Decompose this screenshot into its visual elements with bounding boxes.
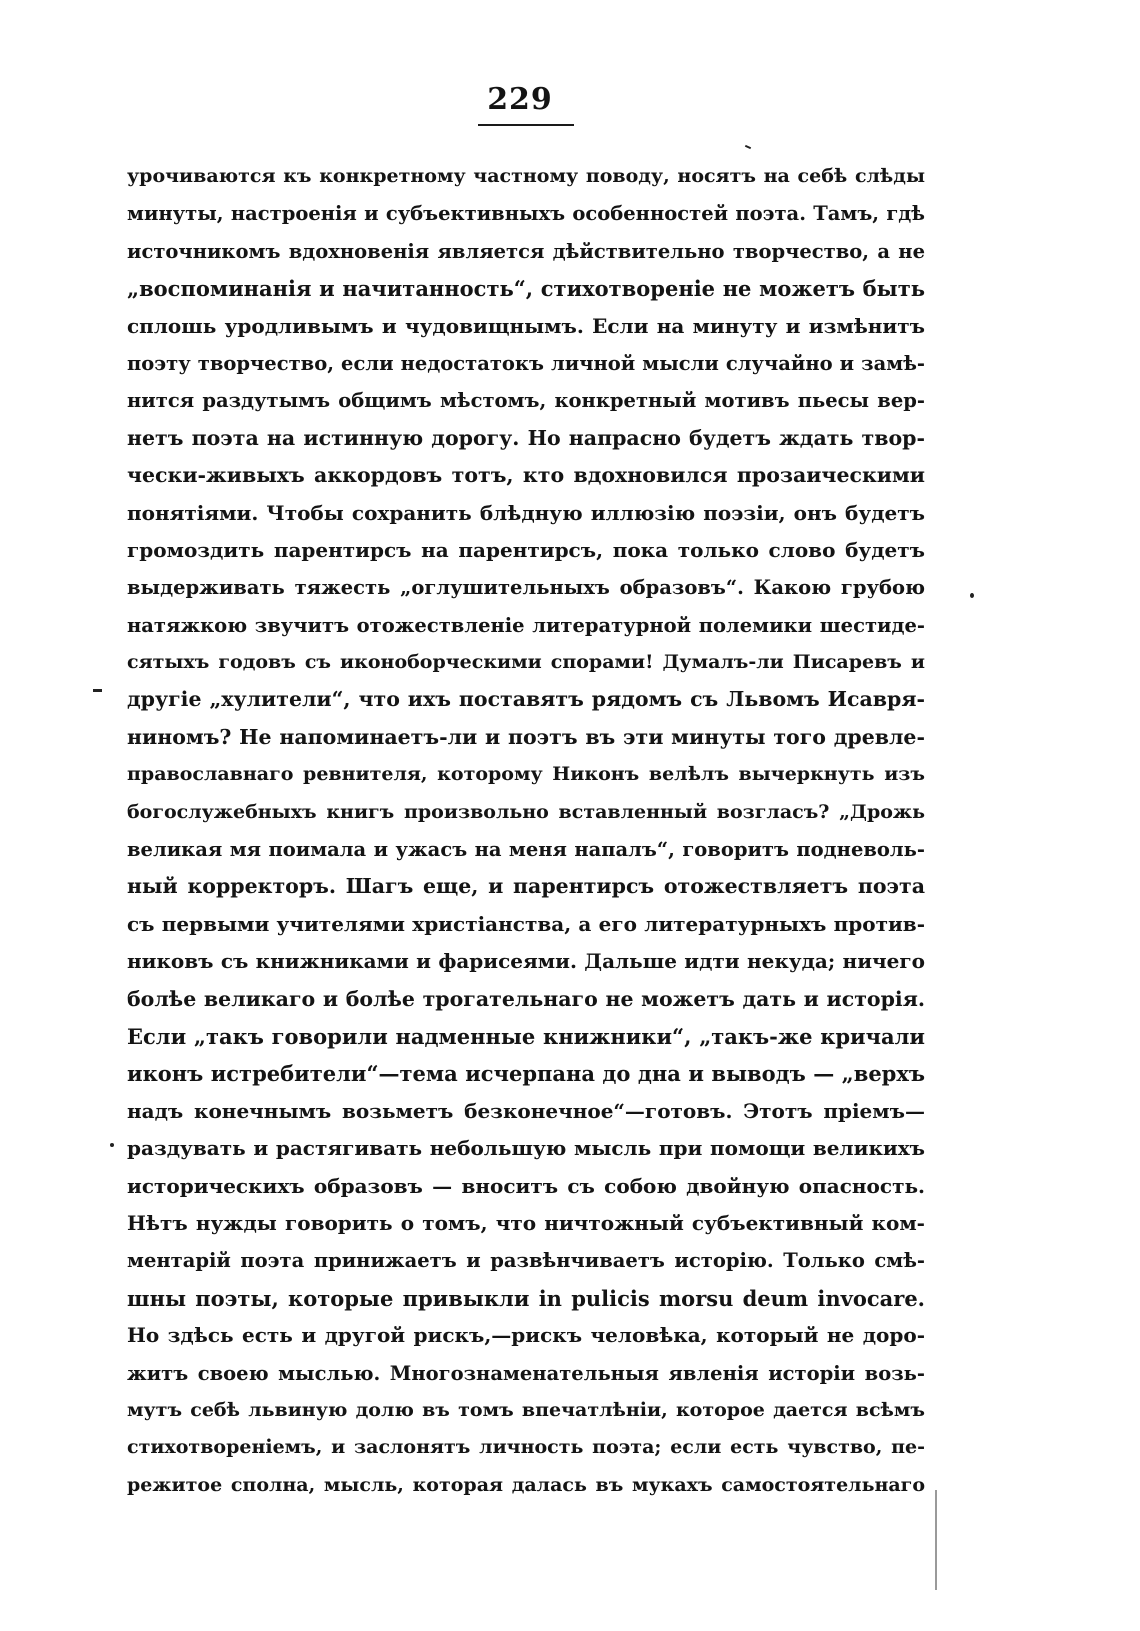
text-line: болѣе великаго и болѣе трогательнаго не можетъ дать и исторія. — [127, 986, 925, 1011]
text-line: православнаго ревнителя, которому Никонъ велѣлъ вычеркнуть изъ — [127, 763, 925, 786]
text-line: чески-живыхъ аккордовъ тотъ, кто вдохновился прозаическими — [127, 463, 925, 488]
text-line: иконъ истребители“—тема исчерпана до дна и выводъ — „верхъ — [127, 1061, 925, 1087]
text-line: историческихъ образовъ — вноситъ съ собою двойную опасность. — [127, 1173, 925, 1198]
text-line: надъ конечнымъ возьметъ безконечное“—готовъ. Этотъ пріемъ— — [127, 1098, 925, 1123]
text-line: ный корректоръ. Шагъ еще, и парентирсъ отожествляетъ поэта — [127, 874, 925, 899]
text-line: поэту творчество, если недостатокъ личной мысли случайно и замѣ- — [127, 351, 925, 375]
scan-speck-mark — [745, 145, 751, 149]
body-text — [127, 158, 925, 1504]
text-line: житъ своею мыслью. Многознаменательныя явленія исторіи возь- — [127, 1361, 925, 1385]
text-line: источникомъ вдохновенія является дѣйствительно творчество, а не — [127, 239, 925, 263]
text-line: ниномъ? Не напоминаетъ-ли и поэтъ въ эти минуты того древле- — [127, 724, 925, 749]
text-line: съ первыми учителями христіанства, а его литературныхъ против- — [127, 911, 925, 936]
scan-edge-shadow — [935, 1490, 937, 1590]
text-line: громоздить парентирсъ на парентирсъ, пока только слово будетъ — [127, 537, 925, 562]
text-line: никовъ съ книжниками и фарисеями. Дальше идти некуда; ничего — [127, 949, 925, 974]
text-line: нетъ поэта на истинную дорогу. Но напрасно будетъ ждать твор- — [127, 425, 925, 450]
text-line: минуты, настроенія и субъективныхъ особенностей поэта. Тамъ, гдѣ — [127, 202, 925, 226]
text-line: богослужебныхъ книгъ произвольно вставленный возгласъ? „Дрожь — [127, 800, 925, 823]
text-line: Но здѣсь есть и другой рискъ,—рискъ человѣка, который не доро- — [127, 1323, 925, 1348]
margin-dot-mark — [970, 593, 974, 598]
text-line: натяжкою звучитъ отожествленіе литературной полемики шестиде- — [127, 613, 925, 637]
text-line: шны поэты, которые привыкли in pulicis morsu deum invocare. — [127, 1285, 925, 1311]
margin-dash-mark — [93, 689, 102, 692]
text-line: „воспоминанія и начитанность“, стихотвореніе не можетъ быть — [127, 276, 925, 302]
text-line: сятыхъ годовъ съ иконоборческими спорами! Думалъ-ли Писаревъ и — [127, 651, 925, 674]
text-line: стихотвореніемъ, и заслонятъ личность поэта; если есть чувство, пе- — [127, 1436, 925, 1459]
text-line: урочиваются къ конкретному частному поводу, носятъ на себѣ слѣды — [127, 165, 925, 187]
text-line: сплошь уродливымъ и чудовищнымъ. Если на минуту и измѣнитъ — [127, 313, 925, 338]
text-line: мутъ себѣ львиную долю въ томъ впечатлѣніи, которое дается всѣмъ — [127, 1398, 925, 1421]
text-line: режитое сполна, мысль, которая далась въ мукахъ самостоятельнаго — [127, 1473, 925, 1496]
text-line: ментарій поэта принижаетъ и развѣнчиваетъ исторію. Только смѣ- — [127, 1249, 925, 1273]
text-line: великая мя поимала и ужасъ на меня напалъ“, говоритъ подневоль- — [127, 838, 925, 862]
text-line: Нѣтъ нужды говорить о томъ, что ничтожный субъективный ком- — [127, 1210, 925, 1235]
text-line: понятіями. Чтобы сохранить блѣдную иллюзію поэзіи, онъ будетъ — [127, 500, 925, 525]
text-line: нится раздутымъ общимъ мѣстомъ, конкретный мотивъ пьесы вер- — [127, 389, 925, 413]
page-number: 229 — [487, 82, 553, 117]
text-line: другіе „хулители“, что ихъ поставятъ рядомъ съ Львомъ Исавря- — [127, 687, 925, 712]
text-line: раздувать и растягивать небольшую мысль при помощи великихъ — [127, 1136, 925, 1161]
text-line: Если „такъ говорили надменные книжники“, „такъ-же кричали — [127, 1023, 925, 1049]
text-line: выдерживать тяжесть „оглушительныхъ образовъ“. Какою грубою — [127, 576, 925, 600]
margin-dot-mark — [110, 1143, 114, 1147]
page-number-rule — [478, 124, 574, 126]
